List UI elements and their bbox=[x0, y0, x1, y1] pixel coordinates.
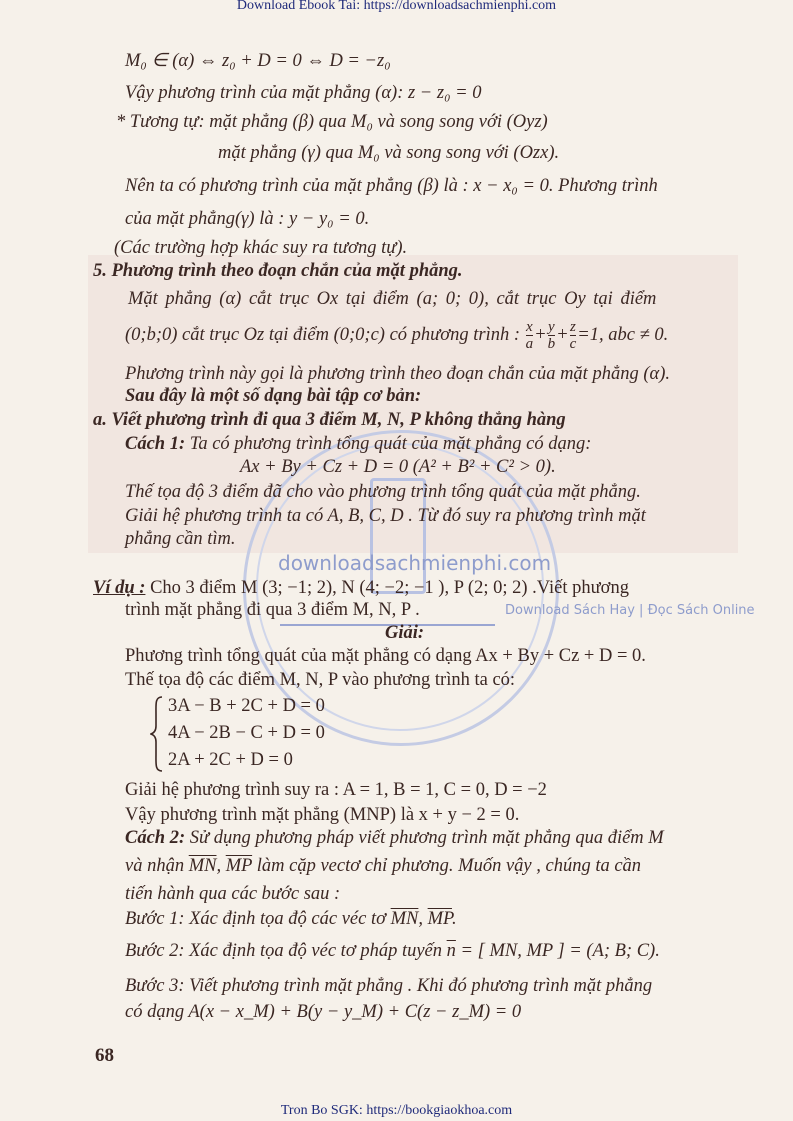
watermark-site: downloadsachmienphi.com bbox=[278, 551, 552, 575]
header-link[interactable]: Download Ebook Tai: https://downloadsachmienphi.com bbox=[236, 0, 557, 13]
text-line: Bước 3: Viết phương trình mặt phẳng . Khi đó phương trình mặt phẳng bbox=[125, 976, 653, 996]
text-line: trình mặt phẳng đi qua 3 điểm M, N, P . bbox=[125, 600, 420, 620]
section-heading: 5. Phương trình theo đoạn chắn của mặt phẳng. bbox=[93, 261, 463, 281]
text-line: mặt phẳng (γ) qua M₀ và song song với (Ozx). bbox=[218, 143, 560, 163]
text-line: Thế tọa độ 3 điểm đã cho vào phương trình tổng quát của mặt phẳng. bbox=[125, 482, 641, 502]
system-equation: 4A − 2B − C + D = 0 bbox=[168, 723, 325, 743]
text-line: Vậy phương trình của mặt phẳng (α): z − z₀ = 0 bbox=[125, 83, 482, 103]
text-line: Phương trình tổng quát của mặt phẳng có dạng Ax + By + Cz + D = 0. bbox=[125, 646, 646, 666]
system-brace bbox=[150, 696, 164, 772]
text-line: Bước 1: Xác định tọa độ các véc tơ $\overline{MN}$, $\overline{MP}$. bbox=[125, 909, 457, 929]
page-number: 68 bbox=[95, 1045, 114, 1066]
text-line: M₀ ∈ (α) ⇔ z₀ + D = 0 ⇔ D = −z₀ bbox=[125, 51, 391, 71]
equation: Ax + By + Cz + D = 0 (A² + B² + C² > 0). bbox=[240, 457, 556, 477]
text-line: có dạng A(x − x_M) + B(y − y_M) + C(z − z_M) = 0 bbox=[125, 1002, 522, 1022]
text-line: Cách 1: Ta có phương trình tổng quát của mặt phẳng có dạng: bbox=[125, 434, 592, 454]
fraction: $\frac{x}{a}$ bbox=[525, 319, 534, 353]
section-heading: a. Viết phương trình đi qua 3 điểm M, N, P không thẳng hàng bbox=[93, 410, 566, 430]
system-equation: 2A + 2C + D = 0 bbox=[168, 750, 293, 770]
text-line: * Tương tự: mặt phẳng (β) qua M₀ và song song với (Oyz) bbox=[116, 112, 548, 132]
text-line: Phương trình này gọi là phương trình theo đoạn chắn của mặt phẳng (α). bbox=[125, 364, 670, 384]
system-equation: 3A − B + 2C + D = 0 bbox=[168, 696, 325, 716]
text-line: Nên ta có phương trình của mặt phẳng (β) là : x − x₀ = 0. Phương trình bbox=[125, 176, 658, 196]
watermark-tagline: Download Sách Hay | Đọc Sách Online bbox=[505, 603, 755, 618]
text-line: của mặt phẳng(γ) là : y − y₀ = 0. bbox=[125, 209, 370, 229]
text-line: Mặt phẳng (α) cắt trục Ox tại điểm (a; 0; 0), cắt trục Oy tại điểm bbox=[128, 289, 657, 309]
text-line: Thế tọa độ các điểm M, N, P vào phương trình ta có: bbox=[125, 670, 516, 690]
text-line: Sau đây là một số dạng bài tập cơ bản: bbox=[125, 386, 422, 406]
text-line: Giải hệ phương trình ta có A, B, C, D . Từ đó suy ra phương trình mặt bbox=[125, 506, 646, 526]
solution-heading: Giải: bbox=[385, 623, 425, 643]
text-line: Ví dụ : Cho 3 điểm M (3; −1; 2), N (4; −2; −1 ), P (2; 0; 2) .Viết phương bbox=[93, 578, 629, 598]
text: (0;b;0) cắt trục Oz tại điểm (0;0;c) có phương trình : bbox=[125, 325, 521, 345]
fraction: $\frac{z}{c}$ bbox=[569, 319, 577, 353]
text-line: Bước 2: Xác định tọa độ véc tơ pháp tuyến $\overline{n}$ = [ MN, MP ] = (A; B; C). bbox=[125, 941, 660, 961]
text-line: và nhận $\overline{MN}$, $\overline{MP}$ làm cặp vectơ chỉ phương. Muốn vậy , chúng ta cần bbox=[125, 856, 642, 876]
fraction: $\frac{y}{b}$ bbox=[547, 319, 556, 353]
text-line: phẳng cần tìm. bbox=[125, 529, 236, 549]
footer-link[interactable]: Tron Bo SGK: https://bookgiaokhoa.com bbox=[280, 1103, 513, 1118]
text-line: Giải hệ phương trình suy ra : A = 1, B = 1, C = 0, D = −2 bbox=[125, 780, 547, 800]
text-line: Cách 2: Sử dụng phương pháp viết phương trình mặt phẳng qua điểm M bbox=[125, 828, 664, 848]
text-line: (0;b;0) cắt trục Oz tại điểm (0;0;c) có phương trình : $\frac{x}{a}$ + $\frac{y}{b}$ + $\frac{z}{c}$ =1, abc ≠ 0. bbox=[125, 319, 669, 353]
text-line: Vậy phương trình mặt phẳng (MNP) là x + y − 2 = 0. bbox=[125, 805, 520, 825]
text-line: (Các trường hợp khác suy ra tương tự). bbox=[114, 238, 408, 258]
text-line: tiến hành qua các bước sau : bbox=[125, 884, 341, 904]
